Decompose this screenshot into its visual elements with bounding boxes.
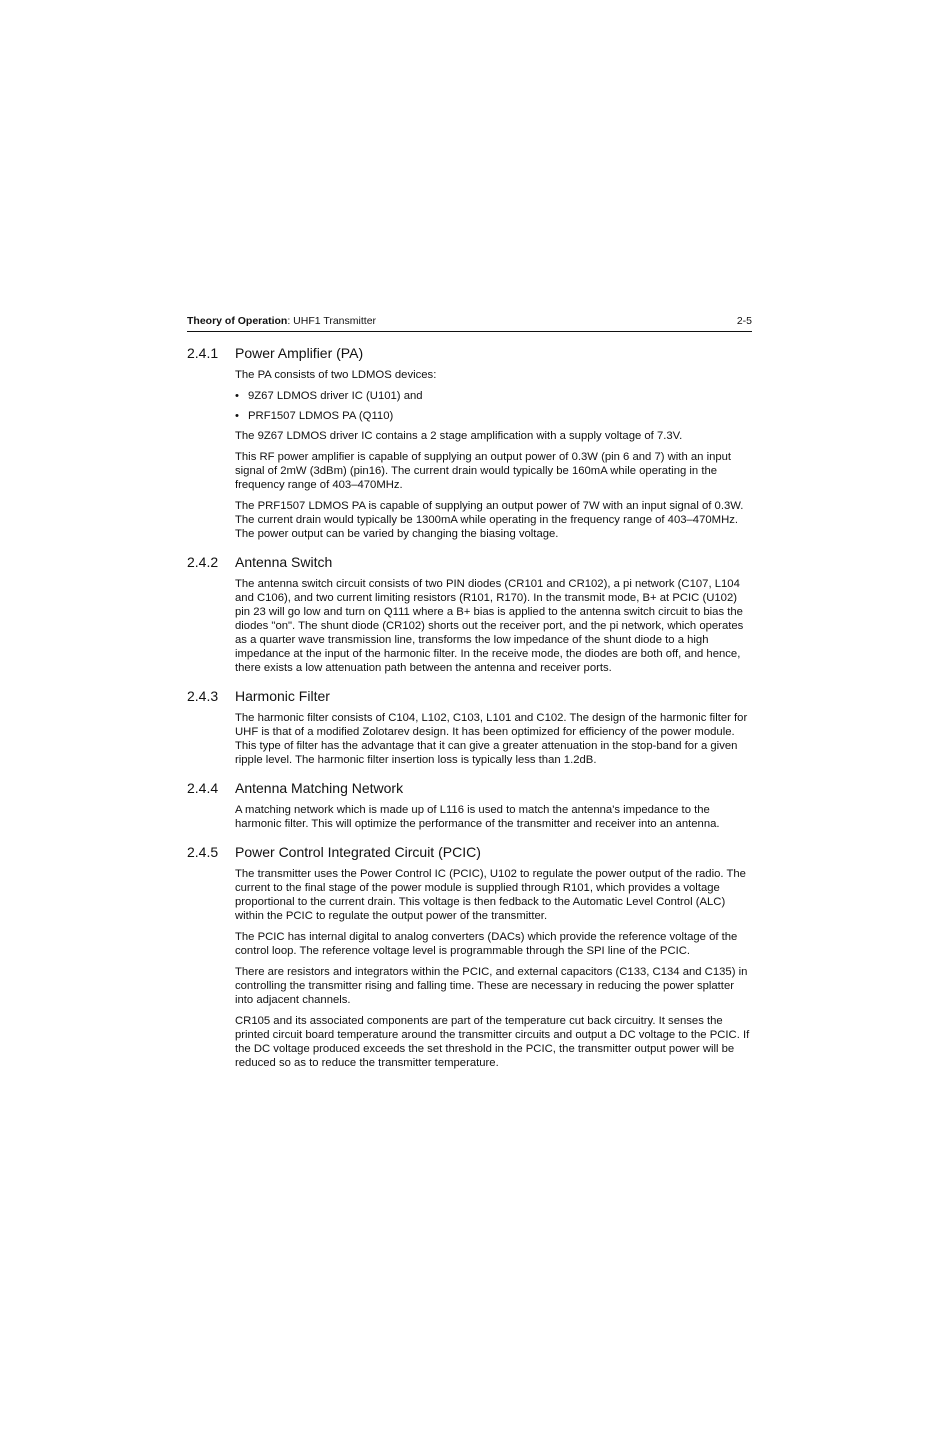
section-title: Power Amplifier (PA) (235, 345, 364, 361)
section-antenna-matching-network (187, 779, 752, 831)
bullet-marker: • (235, 390, 239, 402)
section-power-amplifier (187, 344, 752, 541)
manual-page (187, 314, 752, 1077)
section-heading (187, 779, 752, 797)
page-number: 2-5 (736, 315, 752, 327)
section-antenna-switch (187, 553, 752, 675)
bullet-text: PRF1507 LDMOS PA (Q110) (248, 410, 394, 422)
header-section-title-bold: Theory of Operation (187, 315, 288, 327)
bullet-item (235, 389, 752, 403)
section-heading (187, 843, 752, 861)
paragraph: CR105 and its associated components are part of the temperature cut back circuitry. It senses the printed circuit board temperature around the transmitter circuits and output a DC voltage to the PCIC. If the DC voltage produced exceeds the set threshold in the PCIC, the transmitter output power will be reduced so as to reduce the transmitter temperature. (235, 1015, 750, 1069)
section-number: 2.4.5 (187, 844, 219, 860)
paragraph: The 9Z67 LDMOS driver IC contains a 2 stage amplification with a supply voltage of 7.3V. (235, 430, 683, 442)
section-power-control-ic (187, 843, 752, 1070)
paragraph: The transmitter uses the Power Control IC (PCIC), U102 to regulate the power output of the radio. The current to the final stage of the power module is supplied through R101, which provides a voltage proportional to the current drain. This voltage is then fedback to the Automatic Level Control (ALC) within the PCIC to regulate the output power of the transmitter. (235, 868, 746, 922)
section-heading (187, 344, 752, 362)
bullet-item (235, 409, 752, 423)
paragraph: The antenna switch circuit consists of two PIN diodes (CR101 and CR102), a pi network (C107, L104 and C106), and two current limiting resistors (R101, R170). In the transmit mode, B+ at PCIC (U102) pin 23 will go low and turn on Q111 where a B+ bias is applied to the antenna switch circuit to bias the diodes "on". The shunt diode (CR102) shorts out the receiver port, and the pi network, which operates as a quarter wave transmission line, transforms the low impedance of the shunt diode to a high impedance at the input of the harmonic filter. In the receive mode, the diodes are both off, and hence, there exists a low attenuation path between the antenna and receiver ports. (235, 578, 744, 674)
section-title: Antenna Switch (235, 554, 333, 570)
section-heading (187, 553, 752, 571)
paragraph: There are resistors and integrators within the PCIC, and external capacitors (C133, C134 and C135) in controlling the transmitter rising and falling time. These are necessary in reducing the power splatter into adjacent channels. (235, 966, 748, 1006)
section-number: 2.4.2 (187, 554, 219, 570)
header-section-title-rest: : UHF1 Transmitter (287, 315, 377, 327)
paragraph: The PCIC has internal digital to analog converters (DACs) which provide the reference voltage of the control loop. The reference voltage level is programmable through the SPI line of the PCIC. (235, 931, 738, 957)
section-number: 2.4.3 (187, 688, 219, 704)
section-title: Antenna Matching Network (235, 780, 404, 796)
paragraph: This RF power amplifier is capable of supplying an output power of 0.3W (pin 6 and 7) with an input signal of 2mW (3dBm) (pin16). The current drain would typically be 160mA while operating in the frequency range of 403–470MHz. (235, 451, 732, 491)
section-title: Harmonic Filter (235, 688, 330, 704)
paragraph: A matching network which is made up of L116 is used to match the antenna's impedance to the harmonic filter. This will optimize the performance of the transmitter and receiver into an antenna. (235, 804, 720, 830)
section-heading (187, 687, 752, 705)
section-number: 2.4.4 (187, 780, 219, 796)
section-body (235, 368, 752, 541)
paragraph: The PA consists of two LDMOS devices: (235, 369, 437, 381)
bullet-marker: • (235, 410, 239, 422)
section-title: Power Control Integrated Circuit (PCIC) (235, 844, 481, 860)
section-body (235, 803, 752, 831)
section-body (235, 711, 752, 767)
paragraph: The harmonic filter consists of C104, L102, C103, L101 and C102. The design of the harmonic filter for UHF is that of a modified Zolotarev design. It has been optimized for efficiency of the power module. This type of filter has the advantage that it can give a greater attenuation in the stop-band for a given ripple level. The harmonic filter insertion loss is typically less than 1.2dB. (235, 712, 748, 766)
running-header (187, 314, 752, 332)
running-header-title (187, 314, 376, 328)
section-body (235, 577, 752, 675)
section-number: 2.4.1 (187, 345, 219, 361)
section-body (235, 867, 752, 1070)
bullet-text: 9Z67 LDMOS driver IC (U101) and (248, 390, 423, 402)
paragraph: The PRF1507 LDMOS PA is capable of supplying an output power of 7W with an input signal of 0.3W. The current drain would typically be 1300mA while operating in the frequency range of 403–470MHz. The power output can be varied by changing the biasing voltage. (235, 500, 744, 540)
section-harmonic-filter (187, 687, 752, 767)
